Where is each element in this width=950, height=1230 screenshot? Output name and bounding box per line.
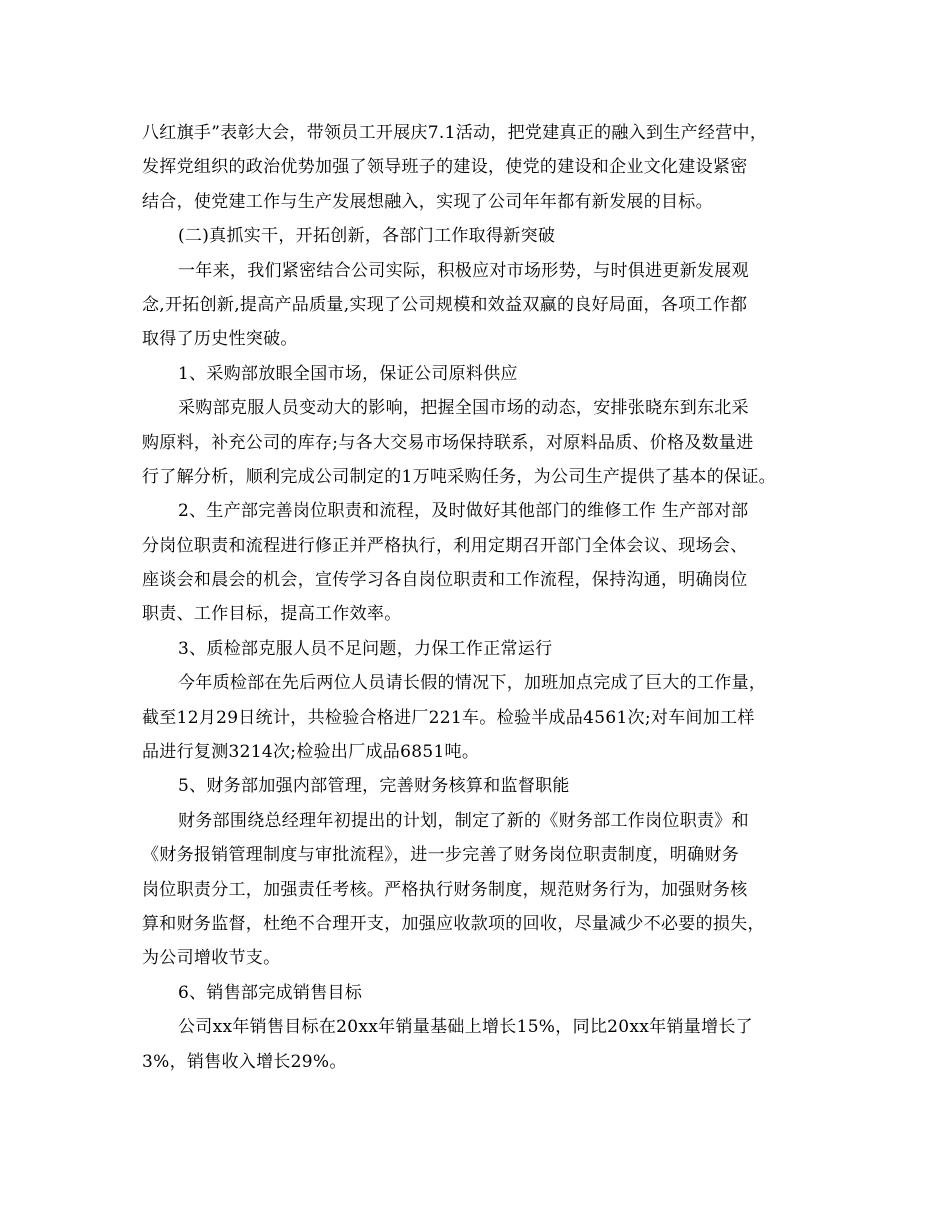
text-line: 采购部克服人员变动大的影响，把握全国市场的动态，安排张晓东到东北采 — [178, 398, 749, 419]
text-line: 3%，销售收入增长29%。 — [142, 1051, 347, 1072]
text-line: 截至12月29日统计，共检验合格进厂221车。检验半成品4561次;对车间加工样 — [142, 707, 755, 728]
text-line: 八红旗手”表彰大会，带领员工开展庆7.1活动，把党建真正的融入到生产经营中， — [142, 123, 768, 143]
text-line: 发挥党组织的政治优势加强了领导班子的建设，使党的建设和企业文化建设紧密 — [142, 157, 748, 178]
text-line: 购原料，补充公司的库存;与各大交易市场保持联系，对原料品质、价格及数量进 — [142, 432, 754, 453]
text-line: 行了解分析，顺利完成公司制定的1万吨采购任务，为公司生产提供了基本的保证。 — [142, 466, 776, 487]
text-line: 结合，使党建工作与生产发展想融入，实现了公司年年都有新发展的目标。 — [142, 191, 713, 212]
text-line: 为公司增收节支。 — [142, 948, 281, 969]
text-line: 公司xx年销售目标在20xx年销量基础上增长15%，同比20xx年销量增长了 — [178, 1017, 753, 1038]
subsection-heading: 3、质检部克服人员不足问题，力保工作正常运行 — [178, 638, 553, 659]
subsection-heading: 2、生产部完善岗位职责和流程，及时做好其他部门的维修工作 生产部对部 — [178, 501, 749, 522]
text-line: 《财务报销管理制度与审批流程》，进一步完善了财务岗位职责制度，明确财务 — [142, 845, 739, 866]
text-line: 分岗位职责和流程进行修正并严格执行，利用定期召开部门全体会议、现场会、 — [142, 535, 748, 556]
document-body — [142, 116, 842, 1079]
text-line: 一年来，我们紧密结合公司实际，积极应对市场形势，与时俱进更新发展观 — [178, 260, 749, 281]
text-line: 取得了历史性突破。 — [142, 329, 298, 350]
text-line: 岗位职责分工，加强责任考核。严格执行财务制度，规范财务行为，加强财务核 — [142, 879, 748, 900]
text-line: 品进行复测3214次;检验出厂成品6851吨。 — [142, 742, 480, 763]
text-line: 今年质检部在先后两位人员请长假的情况下，加班加点完成了巨大的工作量， — [178, 673, 767, 694]
subsection-heading: 5、财务部加强内部管理，完善财务核算和监督职能 — [178, 776, 570, 797]
text-line: 算和财务监督，杜绝不合理开支，加强应收款项的回收，尽量减少不必要的损失， — [142, 913, 765, 934]
text-line: 财务部围绕总经理年初提出的计划，制定了新的《财务部工作岗位职责》和 — [178, 810, 749, 831]
text-line: 职责、工作目标，提高工作效率。 — [142, 604, 402, 625]
text-line: 座谈会和晨会的机会，宣传学习各自岗位职责和工作流程，保持沟通，明确岗位 — [142, 570, 748, 591]
text-line: 念,开拓创新,提高产品质量,实现了公司规模和效益双赢的良好局面，各项工作都 — [142, 294, 748, 315]
subsection-heading: 6、销售部完成销售目标 — [178, 982, 363, 1003]
subsection-heading: 1、采购部放眼全国市场，保证公司原料供应 — [178, 363, 518, 384]
section-heading: (二)真抓实干，开拓创新，各部门工作取得新突破 — [178, 226, 556, 247]
